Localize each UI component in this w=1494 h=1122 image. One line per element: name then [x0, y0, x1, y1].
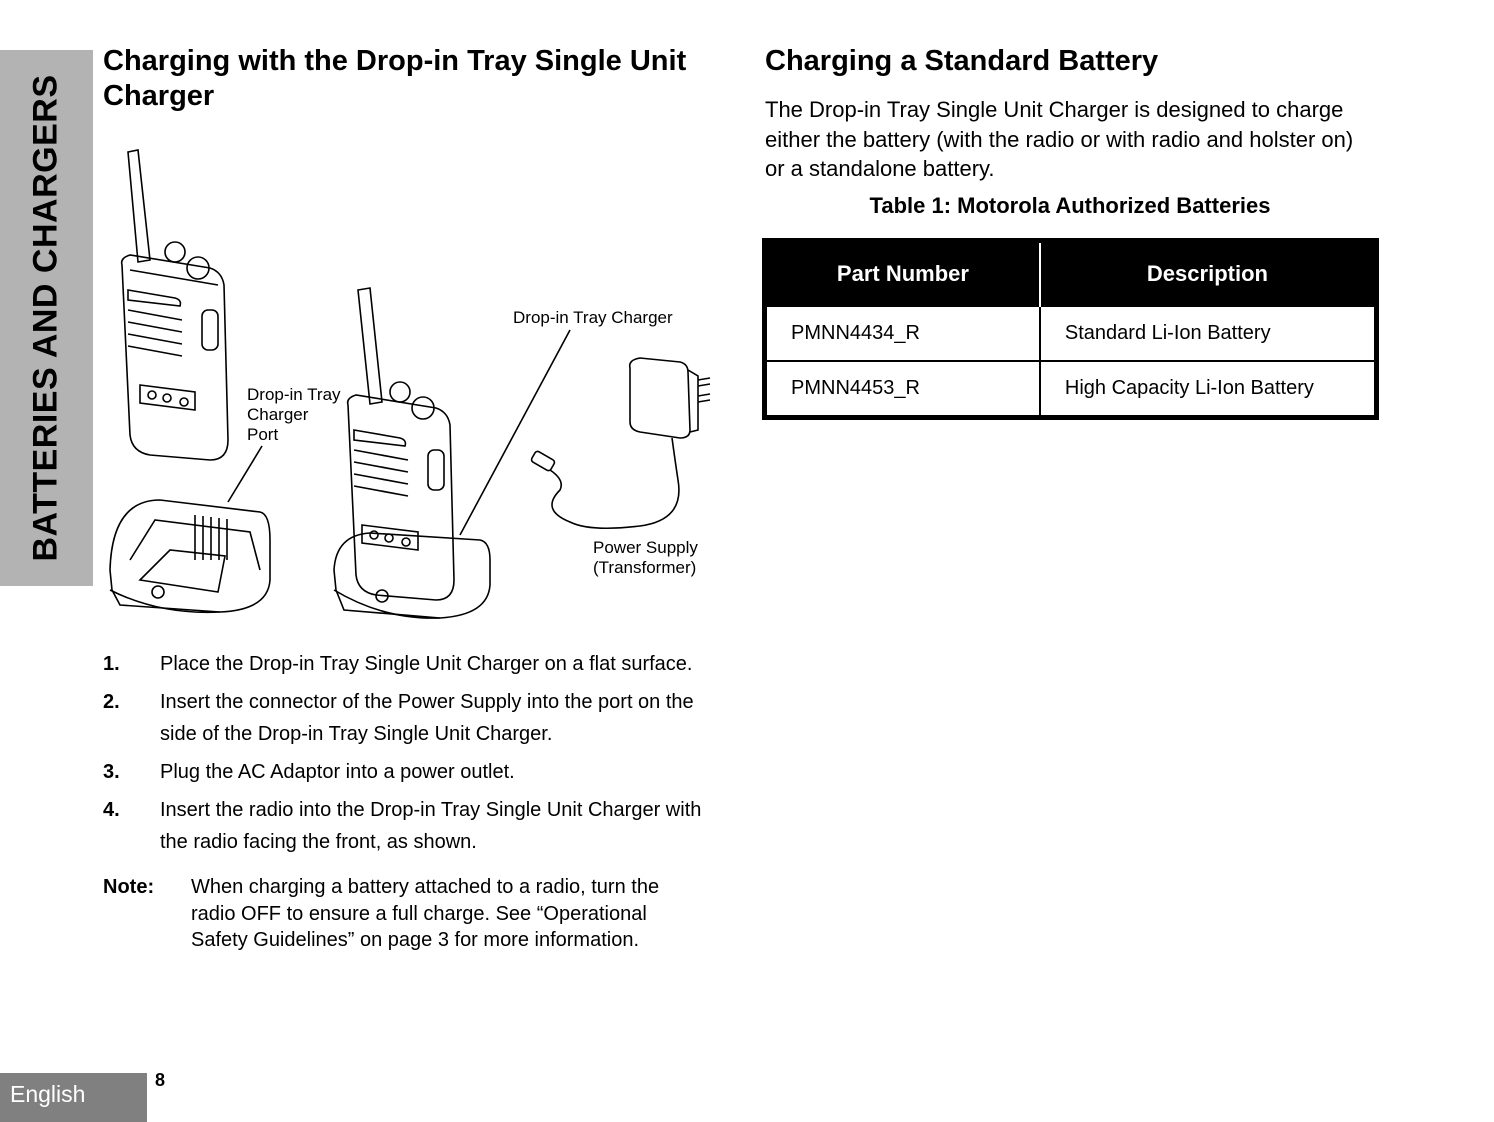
power-cord: [550, 438, 679, 528]
batteries-table: [762, 238, 1379, 420]
language-label: English: [10, 1081, 86, 1107]
tray-1-base: [110, 500, 270, 612]
step-text: Insert the connector of the Power Supply into the port on the side of the Drop-in Tray Single Unit Charger.: [160, 691, 694, 745]
left-section-title: Charging with the Drop-in Tray Single Unit Charger: [103, 45, 687, 112]
page-number: 8: [155, 1070, 166, 1090]
radio-1-body: [122, 255, 228, 460]
label-charger-port: [247, 385, 341, 445]
tray-leader-line: [460, 330, 570, 535]
label-charger-port-line2: Charger: [247, 405, 309, 424]
label-charger-port-line3: Port: [247, 425, 279, 444]
table-cell-part-number: PMNN4434_R: [765, 306, 1040, 361]
radio-2-knob-2: [412, 397, 434, 419]
label-tray-charger: Drop-in Tray Charger: [513, 308, 673, 327]
section-side-tab-label: BATTERIES AND CHARGERS: [26, 74, 65, 562]
table-caption: Table 1: Motorola Authorized Batteries: [869, 193, 1271, 218]
radio-2-body: [348, 395, 454, 600]
table-cell-description: High Capacity Li-Ion Battery: [1040, 361, 1377, 418]
label-power-supply-line2: (Transformer): [593, 558, 697, 577]
label-charger-port-line1: Drop-in Tray: [247, 385, 341, 404]
step-number: 1.: [103, 653, 120, 675]
step-item: [103, 794, 723, 858]
right-section-title: Charging a Standard Battery: [765, 45, 1159, 77]
column-header-description: Description: [1040, 241, 1377, 307]
language-tab: [0, 1073, 147, 1122]
table-header-row: [765, 241, 1377, 307]
step-number: 3.: [103, 761, 120, 783]
port-leader-line: [228, 446, 262, 502]
table-row: [765, 361, 1377, 418]
tray-2-base: [334, 533, 490, 618]
charging-steps-list: [103, 648, 723, 864]
step-text: Place the Drop-in Tray Single Unit Charger on a flat surface.: [160, 653, 693, 675]
power-adapter: [630, 358, 690, 438]
table-row: [765, 306, 1377, 361]
radio-2-knob-1: [390, 382, 410, 402]
table-cell-description: Standard Li-Ion Battery: [1040, 306, 1377, 361]
table-cell-part-number: PMNN4453_R: [765, 361, 1040, 418]
column-header-part-number: Part Number: [765, 241, 1040, 307]
radio-2-antenna: [358, 288, 382, 404]
label-power-supply-line1: Power Supply: [593, 538, 698, 557]
step-text: Insert the radio into the Drop-in Tray Single Unit Charger with the radio facing the front, as shown.: [160, 799, 702, 853]
radio-1-antenna: [128, 150, 150, 262]
step-item: [103, 648, 723, 680]
step-number: 4.: [103, 799, 120, 821]
section-side-tab: [0, 50, 93, 586]
note-label: Note:: [103, 876, 155, 898]
step-item: [103, 686, 723, 750]
step-item: [103, 756, 723, 788]
step-number: 2.: [103, 691, 120, 713]
step-text: Plug the AC Adaptor into a power outlet.: [160, 761, 515, 783]
radio-1-knob-1: [165, 242, 185, 262]
charger-illustration: [100, 140, 720, 640]
intro-paragraph: The Drop-in Tray Single Unit Charger is designed to charge either the battery (with the radio or with radio and holster on) or a standalone battery.: [765, 97, 1354, 181]
label-power-supply: [593, 538, 698, 578]
note-text: When charging a battery attached to a radio, turn the radio OFF to ensure a full charge. See “Operational Safety Guidelines” on page 3 for more information.: [191, 876, 660, 951]
